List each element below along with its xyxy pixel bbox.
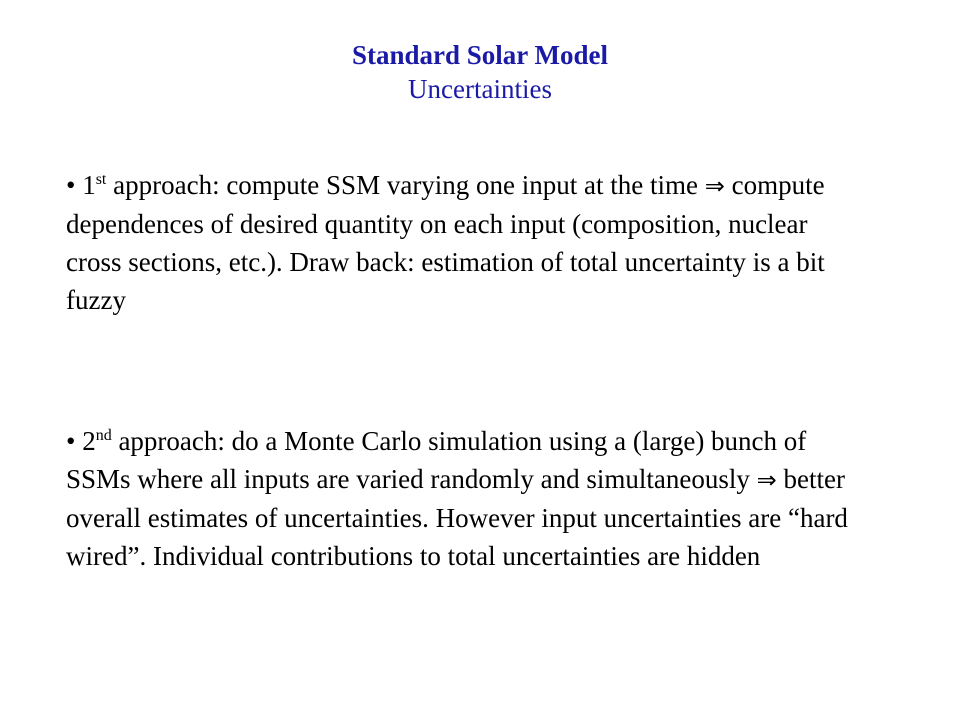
slide-title (0, 38, 960, 106)
ordinal-suffix: nd (95, 427, 112, 444)
bullet-marker: • (66, 170, 76, 200)
bullet-marker: • (66, 426, 76, 456)
implies-arrow-icon: ⇒ (704, 172, 725, 200)
title-subtitle: Uncertainties (408, 74, 552, 104)
bullet-text-before-arrow: approach: do a Monte Carlo simulation using a (large) bunch of SSMs where all inputs are varied randomly and simultaneously (66, 426, 807, 494)
bullet-text-after-arrow: better overall estimates of uncertainties. However input uncertainties are “hard wired”. Individual contributions to total uncertainties are hidden (66, 464, 848, 571)
implies-arrow-icon: ⇒ (756, 466, 777, 494)
bullet-first-approach (66, 166, 866, 319)
ordinal-number: 1 (82, 170, 96, 200)
bullet-text-before-arrow: approach: compute SSM varying one input at the time (106, 170, 705, 200)
bullet-second-approach (66, 422, 866, 575)
bullet-text-after-arrow: compute dependences of desired quantity on each input (composition, nuclear cross sections, etc.). Draw back: estimation of total uncertainty is a bit fuzzy (66, 170, 825, 315)
title-main: Standard Solar Model (351, 40, 609, 70)
ordinal-number: 2 (82, 426, 96, 456)
ordinal-suffix: st (95, 171, 107, 188)
